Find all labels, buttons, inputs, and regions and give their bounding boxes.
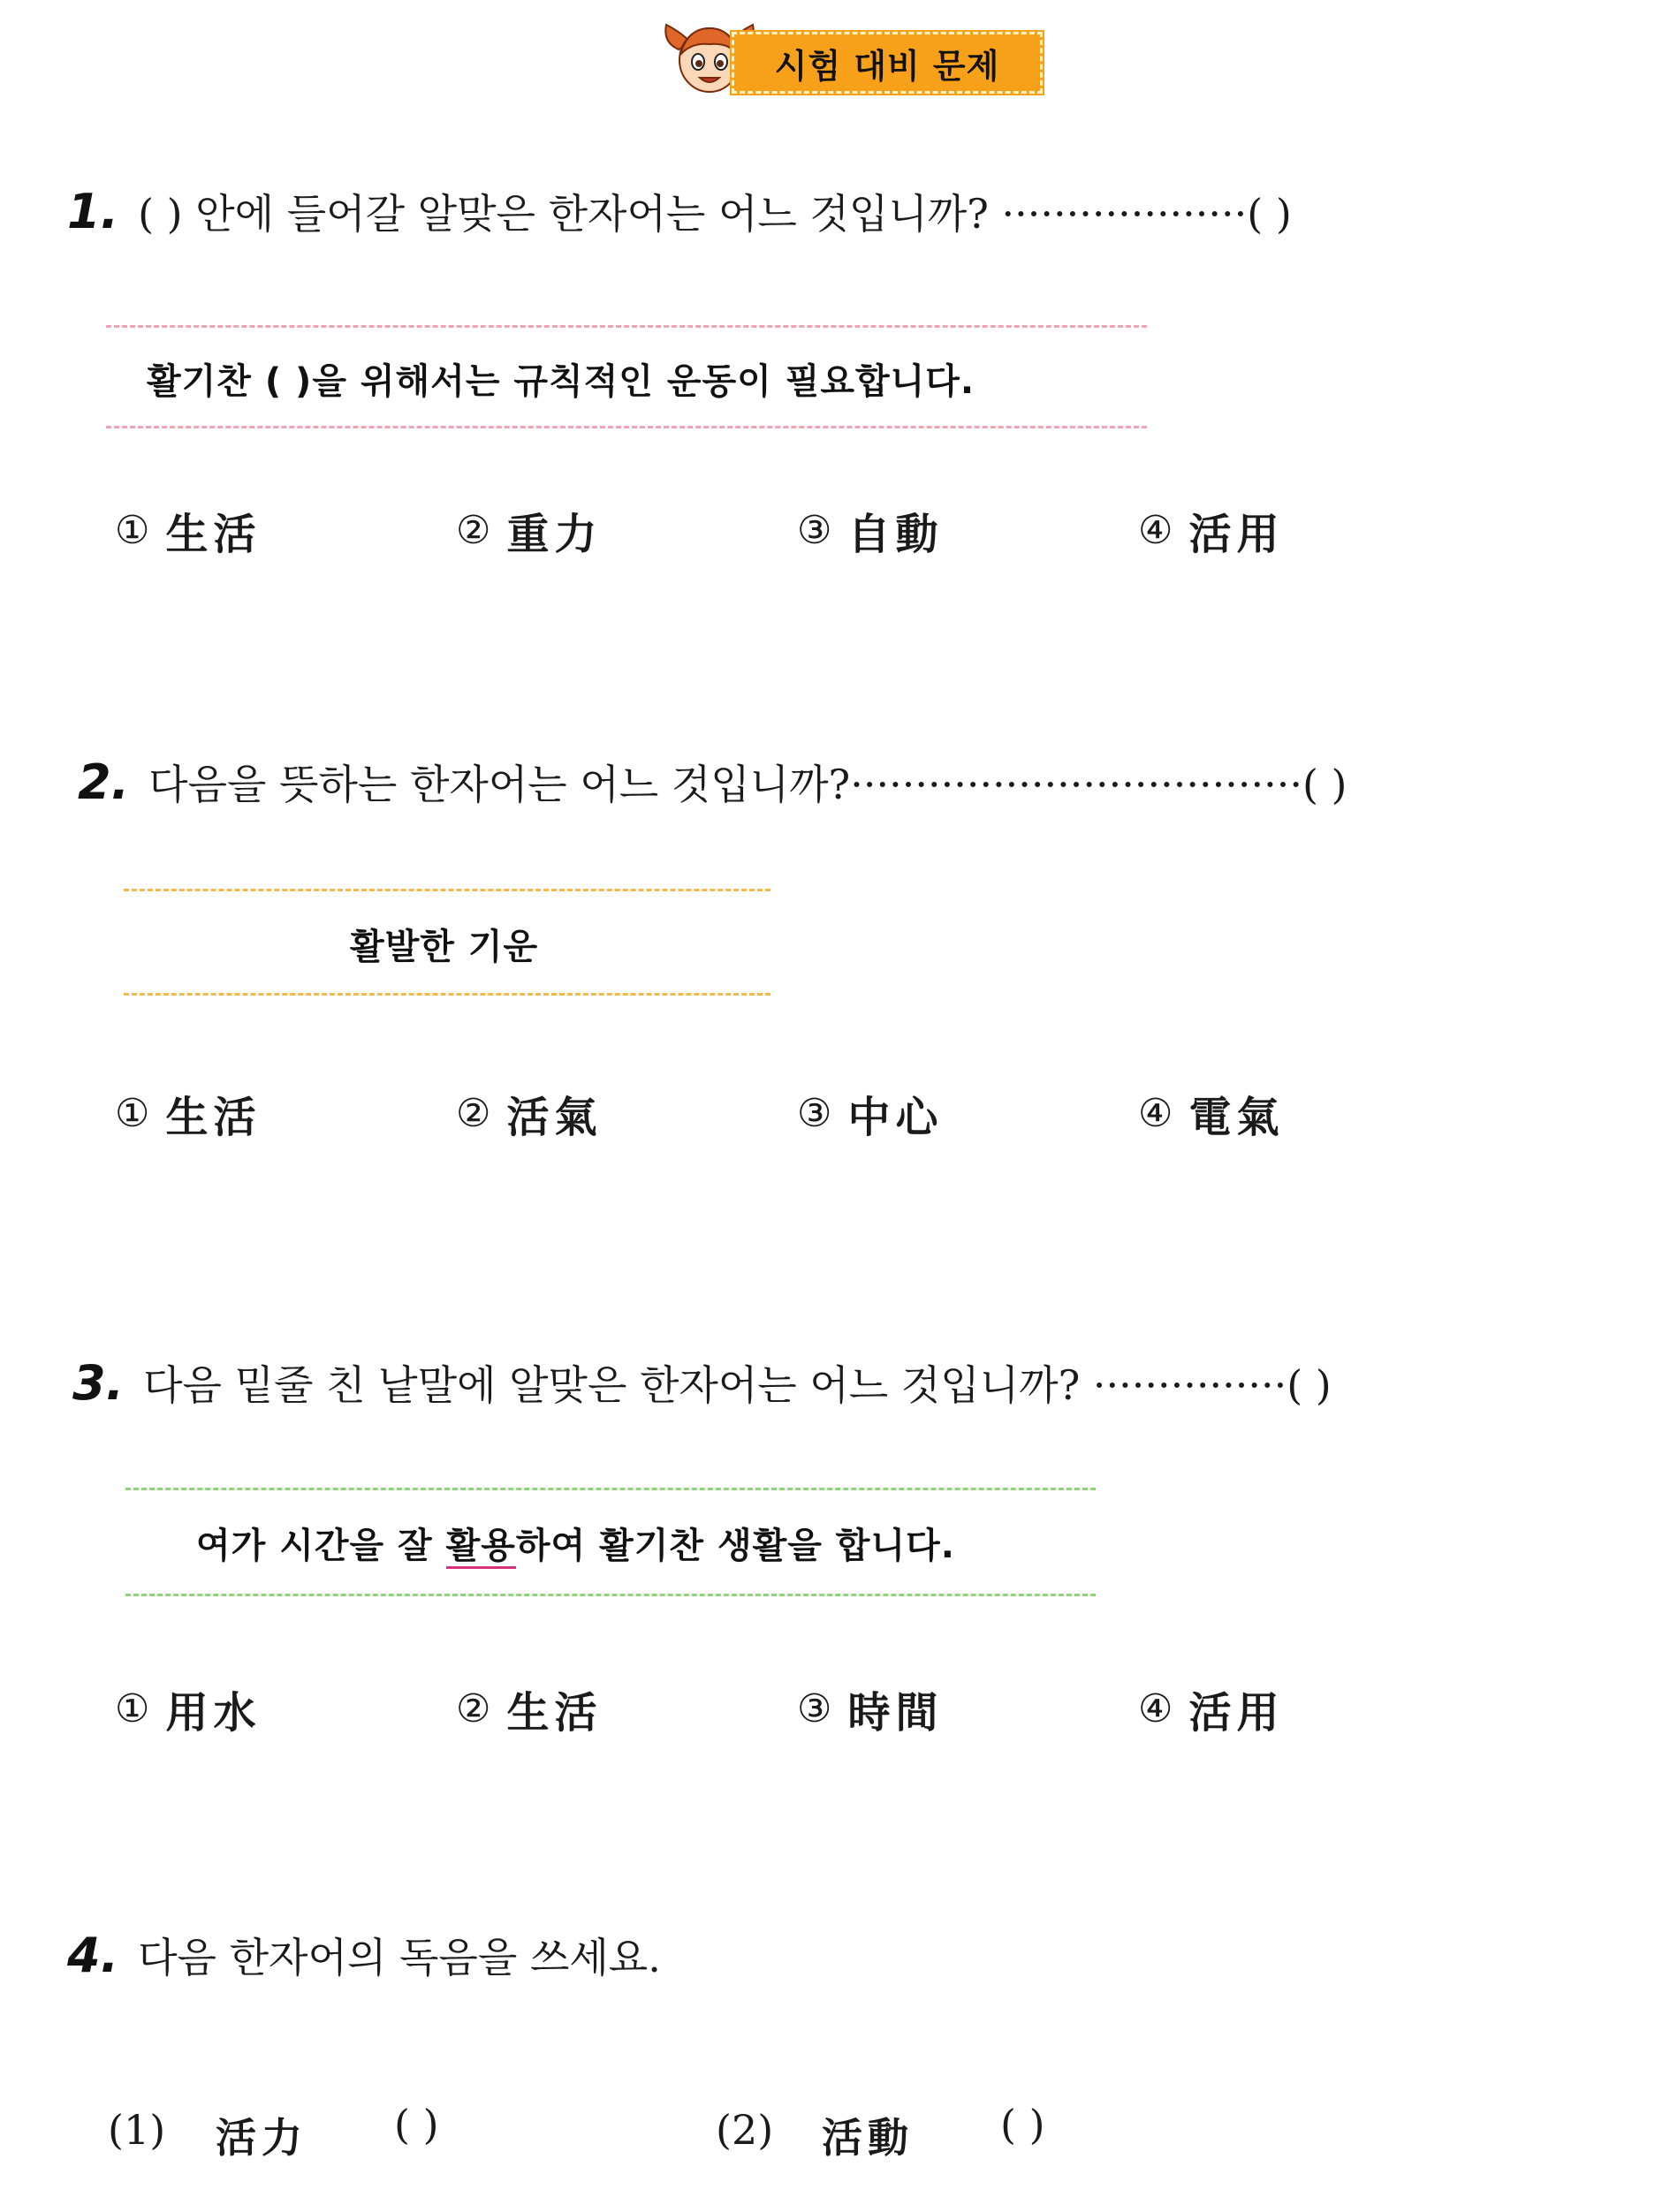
question-2-number: 2. <box>78 754 130 810</box>
header-title: 시험 대비 문제 <box>774 46 1000 86</box>
item-number: (1) <box>108 2106 166 2154</box>
question-3-box-text <box>196 1518 955 1568</box>
question-1-text: ( ) 안에 들어갈 알맞은 한자어는 어느 것입니까? ···················( ) <box>138 190 1292 238</box>
question-1-option-4[interactable] <box>1138 500 1284 561</box>
question-1 <box>67 182 1292 240</box>
option-number: ② <box>456 1091 491 1136</box>
option-number: ② <box>456 1686 491 1731</box>
option-hanja: 重力 <box>506 510 603 559</box>
option-hanja: 生活 <box>165 510 262 559</box>
underlined-word: 활용 <box>446 1526 516 1569</box>
question-1-option-2[interactable] <box>456 500 602 561</box>
question-4-item-1-hanja: 活力 <box>216 2114 307 2162</box>
question-3-box-top-line <box>125 1488 1096 1490</box>
option-number: ① <box>115 508 150 553</box>
question-4-item-1-answer-blank[interactable]: ( ) <box>394 2101 439 2148</box>
question-4-item-2 <box>716 2106 773 2154</box>
option-number: ① <box>115 1091 150 1136</box>
option-hanja: 電氣 <box>1188 1093 1285 1142</box>
option-number: ③ <box>797 508 832 553</box>
option-hanja: 用水 <box>165 1688 262 1738</box>
box-text-before: 여가 시간을 잘 <box>196 1526 446 1566</box>
question-1-number: 1. <box>67 184 119 239</box>
option-number: ④ <box>1138 1686 1173 1731</box>
option-hanja: 生活 <box>506 1688 603 1738</box>
question-4-item-1 <box>108 2106 165 2154</box>
question-4 <box>67 1926 661 1984</box>
header-title-box <box>732 32 1043 94</box>
question-3-box-bottom-line <box>125 1594 1096 1596</box>
question-2-option-1[interactable] <box>115 1083 261 1144</box>
question-1-option-1[interactable] <box>115 500 261 561</box>
option-hanja: 自動 <box>847 510 944 559</box>
question-3-number: 3. <box>72 1355 125 1411</box>
option-number: ② <box>456 508 491 553</box>
option-hanja: 時間 <box>847 1688 944 1738</box>
question-4-number: 4. <box>67 1928 119 1983</box>
question-4-text: 다음 한자어의 독음을 쓰세요. <box>138 1934 661 1981</box>
question-4-item-2-answer-blank[interactable]: ( ) <box>1000 2101 1045 2148</box>
question-1-box-top-line <box>106 325 1147 328</box>
option-hanja: 活用 <box>1188 1688 1285 1738</box>
question-3-option-1[interactable] <box>115 1678 261 1739</box>
option-number: ③ <box>797 1091 832 1136</box>
question-3-option-4[interactable] <box>1138 1678 1284 1739</box>
option-hanja: 活用 <box>1188 510 1285 559</box>
item-number: (2) <box>716 2106 774 2154</box>
option-hanja: 生活 <box>165 1093 262 1142</box>
question-3-text: 다음 밑줄 친 낱말에 알맞은 한자어는 어느 것입니까? ···············( ) <box>143 1361 1332 1409</box>
question-2-box-bottom-line <box>124 993 770 996</box>
question-2-option-3[interactable] <box>797 1083 943 1144</box>
question-1-box-text: 활기찬 ( )을 위해서는 규칙적인 운동이 필요합니다. <box>147 361 975 402</box>
option-hanja: 活氣 <box>506 1093 603 1142</box>
question-1-option-3[interactable] <box>797 500 943 561</box>
option-number: ③ <box>797 1686 832 1731</box>
header-badge <box>661 16 1050 101</box>
question-2 <box>78 753 1347 811</box>
question-2-text: 다음을 뜻하는 한자어는 어느 것입니까?···································( ) <box>148 761 1347 808</box>
question-4-item-2-hanja: 活動 <box>822 2114 914 2162</box>
option-number: ④ <box>1138 508 1173 553</box>
option-number: ④ <box>1138 1091 1173 1136</box>
box-text-after: 하여 활기찬 생활을 합니다. <box>515 1526 955 1566</box>
question-1-box-bottom-line <box>106 426 1147 428</box>
question-2-option-2[interactable] <box>456 1083 602 1144</box>
question-2-box-text: 활발한 기운 <box>350 927 539 967</box>
option-hanja: 中心 <box>847 1093 944 1142</box>
question-2-option-4[interactable] <box>1138 1083 1284 1144</box>
question-3-option-2[interactable] <box>456 1678 602 1739</box>
question-3-option-3[interactable] <box>797 1678 943 1739</box>
option-number: ① <box>115 1686 150 1731</box>
question-3 <box>72 1353 1332 1412</box>
question-2-box-top-line <box>124 889 770 891</box>
